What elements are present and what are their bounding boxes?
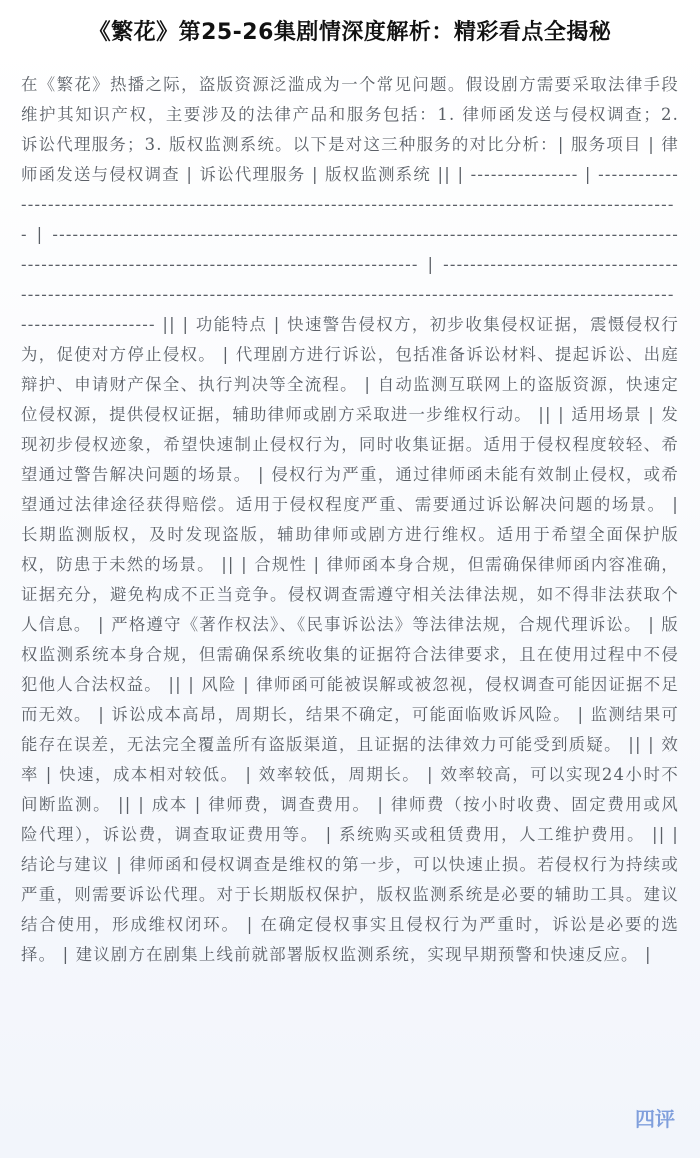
watermark-logo-text: 四评 xyxy=(635,1107,675,1131)
article-title: 《繁花》第25-26集剧情深度解析：精彩看点全揭秘 xyxy=(88,20,612,45)
article-body: 在《繁花》热播之际，盗版资源泛滥成为一个常见问题。假设剧方需要采取法律手段维护其知识产权，主要涉及的法律产品和服务包括：1. 律师函发送与侵权调查；2. 诉讼代理服务；3. 版权监测系统。以下是对这三种服务的对比分析：| 服务项目 | 律师函发送与侵权调查 | 诉讼代理服务 | 版权监测系统 || | ---------------- | -------------------------------------------------------------------------------------------------------------- | -------------------------------------------------------------------------------------------------------------------------------------------------------- | -------------------------------------------------------------------------------------------------------------------------------------------------------- || | 功能特点 | 快速警告侵权方，初步收集侵权证据，震慑侵权行为，促使对方停止侵权。 | 代理剧方进行诉讼，包括准备诉讼材料、提起诉讼、出庭辩护、申请财产保全、执行判决等全流程。 | 自动监测互联网上的盗版资源，快速定位侵权源，提供侵权证据，辅助律师或剧方采取进一步维权行动。 || | 适用场景 | 发现初步侵权迹象，希望快速制止侵权行为，同时收集证据。适用于侵权程度较轻、希望通过警告解决问题的场景。 | 侵权行为严重，通过律师函未能有效制止侵权，或希望通过法律途径获得赔偿。适用于侵权程度严重、需要通过诉讼解决问题的场景。 | 长期监测版权，及时发现盗版，辅助律师或剧方进行维权。适用于希望全面保护版权，防患于未然的场景。 || | 合规性 | 律师函本身合规，但需确保律师函内容准确，证据充分，避免构成不正当竞争。侵权调查需遵守相关法律法规，如不得非法获取个人信息。 | 严格遵守《著作权法》、《民事诉讼法》等法律法规，合规代理诉讼。 | 版权监测系统本身合规，但需确保系统收集的证据符合法律要求，且在使用过程中不侵犯他人合法权益。 || | 风险 | 律师函可能被误解或被忽视，侵权调查可能因证据不足而无效。 | 诉讼成本高昂，周期长，结果不确定，可能面临败诉风险。 | 监测结果可能存在误差，无法完全覆盖所有盗版渠道，且证据的法律效力可能受到质疑。 || | 效率 | 快速，成本相对较低。 | 效率较低，周期长。 | 效率较高，可以实现24小时不间断监测。 || | 成本 | 律师费，调查费用。 | 律师费（按小时收费、固定费用或风险代理），诉讼费，调查取证费用等。 | 系统购买或租赁费用，人工维护费用。 || | 结论与建议 | 律师函和侵权调查是维权的第一步，可以快速止损。若侵权行为持续或严重，则需要诉讼代理。对于长期版权保护，版权监测系统是必要的辅助工具。建议结合使用，形成维权闭环。 | 在确定侵权事实且侵权行为严重时，诉讼是必要的选择。 | 建议剧方在剧集上线前就部署版权监测系统，实现早期预警和快速反应。 | xyxy=(21,75,679,964)
watermark-logo xyxy=(632,1104,678,1132)
